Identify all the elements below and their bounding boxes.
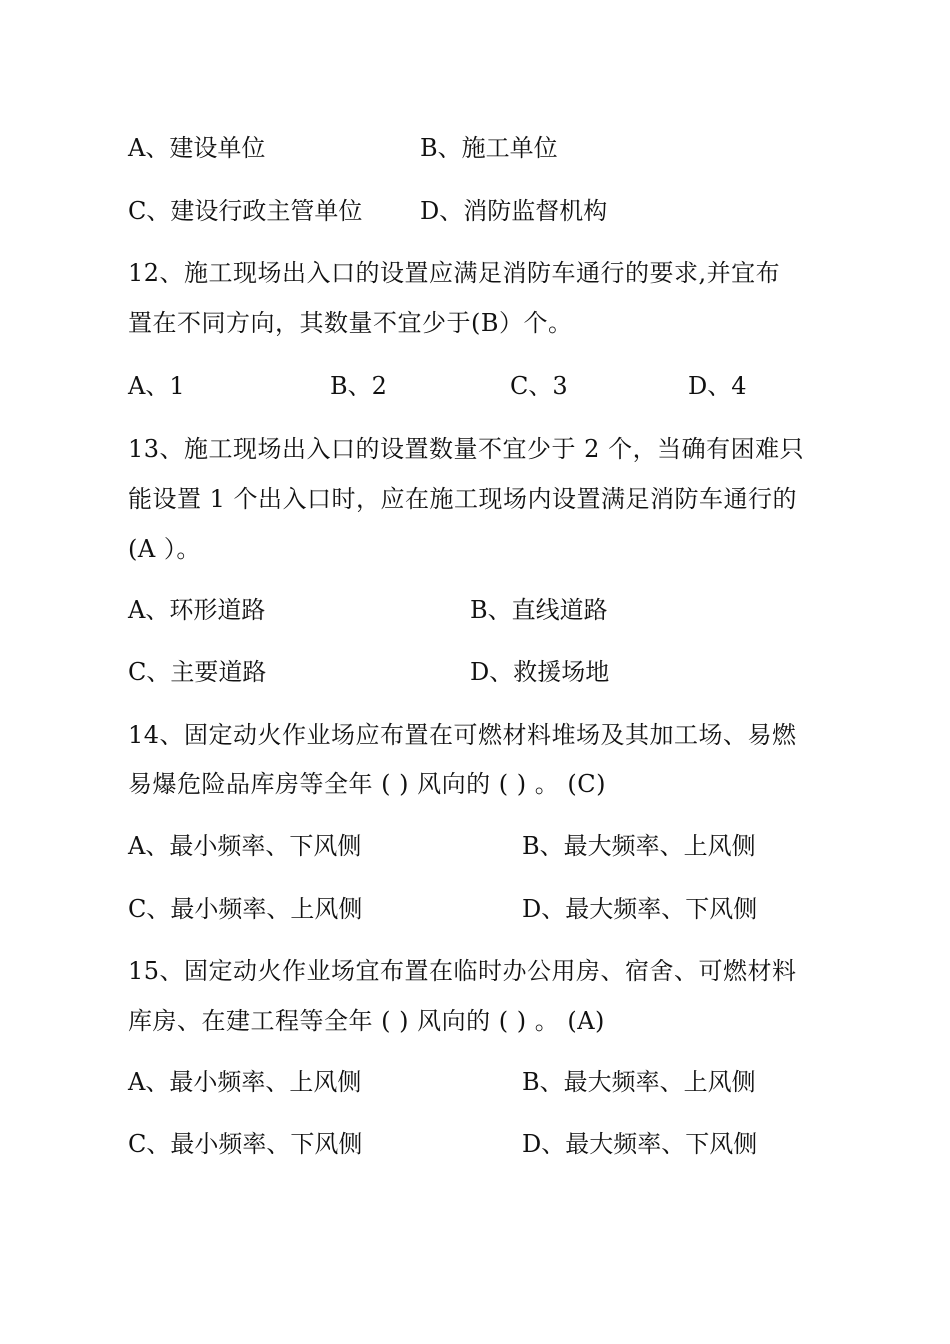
q13-option-b: B、直线道路 xyxy=(470,596,608,624)
q11-option-b: B、施工单位 xyxy=(420,134,558,162)
q14-option-d: D、最大频率、下风侧 xyxy=(522,895,758,923)
q14-option-b: B、最大频率、上风侧 xyxy=(522,832,756,860)
q12-option-c: C、3 xyxy=(510,372,568,400)
q13-text-line1: 13、施工现场出入口的设置数量不宜少于 2 个，当确有困难只 xyxy=(128,435,805,463)
q12-text-line2: 置在不同方向，其数量不宜少于(B）个。 xyxy=(128,309,573,337)
q15-text-line1: 15、固定动火作业场宜布置在临时办公用房、宿舍、可燃材料 xyxy=(128,957,797,985)
q11-option-c: C、建设行政主管单位 xyxy=(128,197,363,225)
q12-option-d: D、4 xyxy=(688,372,747,400)
q13-text-line3: (A ）。 xyxy=(128,535,201,563)
q14-text-line2: 易爆危险品库房等全年 ( ) 风向的 ( ) 。 (C) xyxy=(128,770,606,798)
q12-option-b: B、2 xyxy=(330,372,387,400)
q12-text-line1: 12、施工现场出入口的设置应满足消防车通行的要求,并宜布 xyxy=(128,259,781,287)
q15-text-line2: 库房、在建工程等全年 ( ) 风向的 ( ) 。 (A) xyxy=(128,1007,605,1035)
q14-option-a: A、最小频率、下风侧 xyxy=(128,832,362,860)
q15-option-d: D、最大频率、下风侧 xyxy=(522,1130,758,1158)
q15-option-b: B、最大频率、上风侧 xyxy=(522,1068,756,1096)
q13-option-d: D、救援场地 xyxy=(470,658,610,686)
q13-option-a: A、环形道路 xyxy=(128,596,266,624)
q15-option-c: C、最小频率、下风侧 xyxy=(128,1130,363,1158)
q12-option-a: A、1 xyxy=(128,372,185,400)
q15-option-a: A、最小频率、上风侧 xyxy=(128,1068,362,1096)
q11-option-d: D、消防监督机构 xyxy=(420,197,608,225)
q14-text-line1: 14、固定动火作业场应布置在可燃材料堆场及其加工场、易燃 xyxy=(128,721,797,749)
q14-option-c: C、最小频率、上风侧 xyxy=(128,895,363,923)
q13-option-c: C、主要道路 xyxy=(128,658,267,686)
q13-text-line2: 能设置 1 个出入口时，应在施工现场内设置满足消防车通行的 xyxy=(128,485,798,513)
q11-option-a: A、建设单位 xyxy=(128,134,266,162)
